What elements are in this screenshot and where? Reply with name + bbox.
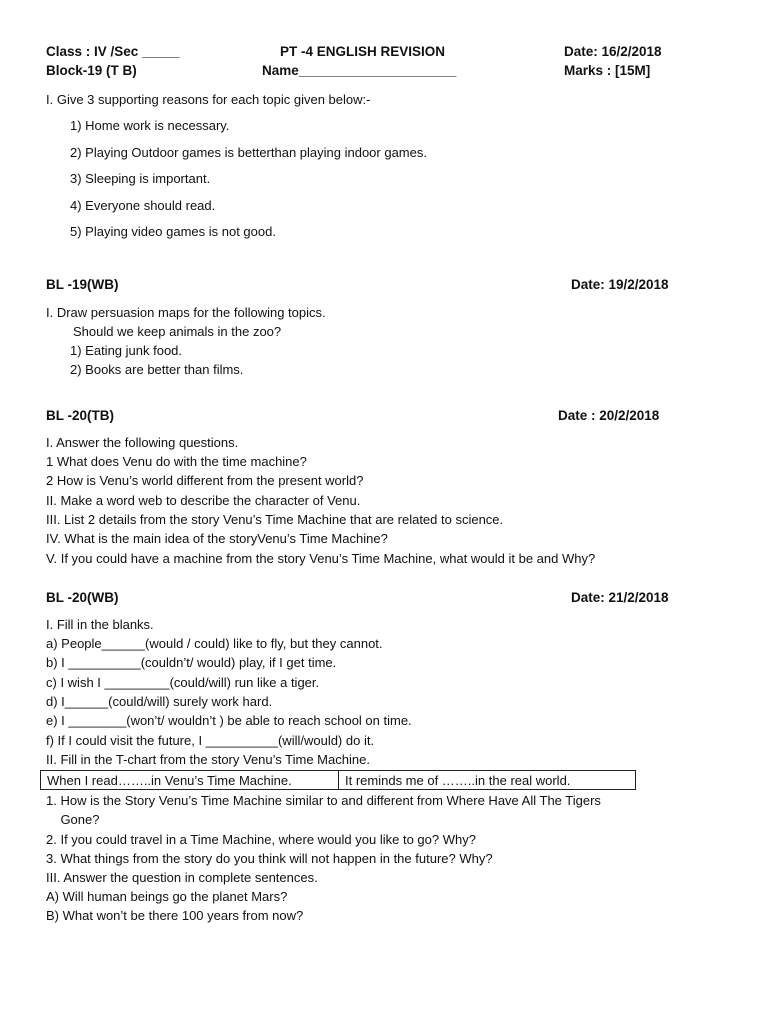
list-item: 3. What things from the story do you think will not happen in the future? Why? [46,851,493,866]
list-item: 1. How is the Story Venu’s Time Machine similar to and different from Where Have All The Tigers [46,793,601,808]
list-item: III. Answer the question in complete sentences. [46,870,318,885]
list-item: V. If you could have a machine from the story Venu’s Time Machine, what would it be and Why? [46,551,596,566]
list-item: e) I ________(won’t/ wouldn’t ) be able to reach school on time. [46,713,412,728]
worksheet-title: PT -4 ENGLISH REVISION [280,44,446,59]
list-item: 1) Home work is necessary. [70,118,230,133]
block-label: Block-19 (T B) [46,63,137,78]
list-item: 2) Books are better than films. [70,362,244,377]
list-item: I. Answer the following questions. [46,435,239,450]
list-item: 5) Playing video games is not good. [70,224,276,239]
list-item: 1) Eating junk food. [70,343,183,358]
list-item: 3) Sleeping is important. [70,171,211,186]
list-item: II. Fill in the T-chart from the story Venu’s Time Machine. [46,752,370,767]
list-item: d) I______(could/will) surely work hard. [46,694,273,709]
section4-date: Date: 21/2/2018 [571,590,669,605]
list-item: I. Fill in the blanks. [46,617,154,632]
list-item: IV. What is the main idea of the storyVenu’s Time Machine? [46,531,388,546]
list-item: 4) Everyone should read. [70,198,216,213]
list-item: Gone? [46,812,100,827]
list-item: 2) Playing Outdoor games is betterthan playing indoor games. [70,145,427,160]
list-item: b) I __________(couldn’t/ would) play, if I get time. [46,655,337,670]
list-item: B) What won’t be there 100 years from now? [46,908,304,923]
list-item: 1 What does Venu do with the time machine? [46,454,307,469]
marks-label: Marks : [15M] [564,63,651,78]
section1-instruction: I. Give 3 supporting reasons for each topic given below:- [46,92,371,107]
section4-heading: BL -20(WB) [46,590,119,605]
list-item: Should we keep animals in the zoo? [73,324,282,339]
list-item: a) People______(would / could) like to fly, but they cannot. [46,636,383,651]
list-item: f) If I could visit the future, I __________(will/would) do it. [46,733,375,748]
class-section-label: Class : IV /Sec _____ [46,44,180,59]
t-chart-left-cell: When I read……..in Venu’s Time Machine. [41,771,339,789]
section2-instruction: I. Draw persuasion maps for the following topics. [46,305,326,320]
list-item: III. List 2 details from the story Venu’s Time Machine that are related to science. [46,512,504,527]
section3-date: Date : 20/2/2018 [558,408,660,423]
header-date: Date: 16/2/2018 [564,44,662,59]
t-chart-right-cell: It reminds me of ……..in the real world. [345,773,571,788]
t-chart [40,770,636,790]
list-item: 2 How is Venu’s world different from the present world? [46,473,364,488]
list-item: A) Will human beings go the planet Mars? [46,889,288,904]
list-item: c) I wish I _________(could/will) run like a tiger. [46,675,320,690]
list-item: II. Make a word web to describe the character of Venu. [46,493,361,508]
section3-heading: BL -20(TB) [46,408,115,423]
list-item: 2. If you could travel in a Time Machine, where would you like to go? Why? [46,832,476,847]
section2-heading: BL -19(WB) [46,277,119,292]
section2-date: Date: 19/2/2018 [571,277,669,292]
name-field: Name_____________________ [262,63,457,78]
